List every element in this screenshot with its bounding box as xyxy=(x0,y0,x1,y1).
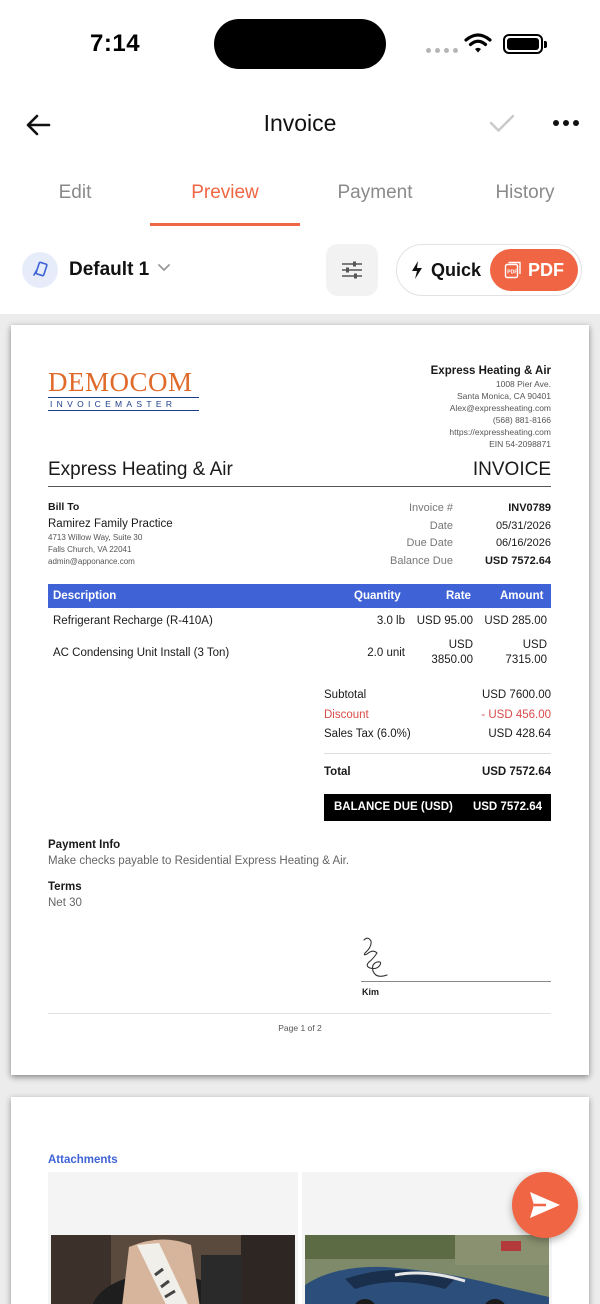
meta-label: Balance Due xyxy=(390,554,453,567)
settings-sliders-button[interactable] xyxy=(326,244,378,296)
item-amount: USD 285.00 xyxy=(484,615,547,627)
bill-to-title: Bill To xyxy=(48,501,80,513)
total-value: USD 7572.64 xyxy=(481,765,551,778)
company-website: https://expressheating.com xyxy=(449,427,551,437)
client-email: admin@apponance.com xyxy=(48,557,135,566)
status-time: 7:14 xyxy=(90,30,141,57)
discount-row xyxy=(324,709,551,729)
balance-due-amount: USD 7572.64 xyxy=(472,800,542,813)
totals-divider xyxy=(324,753,551,766)
balance-due-value: USD 7572.64 xyxy=(484,554,551,567)
quick-button[interactable] xyxy=(411,245,481,295)
battery-icon xyxy=(503,34,543,54)
cellular-signal-icon xyxy=(426,48,458,53)
status-bar xyxy=(0,0,600,88)
tab-preview[interactable]: Preview xyxy=(191,182,259,203)
item-quantity: 3.0 lb xyxy=(376,615,405,627)
item-description: Refrigerant Recharge (R-410A) xyxy=(53,615,213,627)
company-info xyxy=(431,365,551,450)
sliders-icon xyxy=(341,260,363,280)
tab-edit[interactable]: Edit xyxy=(58,182,92,203)
signature-line xyxy=(361,981,551,982)
send-button[interactable] xyxy=(512,1172,578,1238)
attachment-thumbnail[interactable] xyxy=(48,1172,298,1304)
page-title: Invoice xyxy=(263,110,337,136)
export-mode-toggle xyxy=(396,244,582,296)
meta-row-invoice-number xyxy=(371,502,551,520)
pdf-icon xyxy=(504,261,522,279)
tax-value: USD 428.64 xyxy=(488,728,551,740)
payment-info-title: Payment Info xyxy=(48,839,121,851)
meta-row-balance-due xyxy=(371,555,551,573)
discount-label: Discount xyxy=(324,708,369,721)
company-phone: (568) 881-8166 xyxy=(492,415,551,425)
client-address-2: Falls Church, VA 22041 xyxy=(48,545,132,554)
total-label: Total xyxy=(324,765,351,778)
balance-due-label: BALANCE DUE (USD) xyxy=(334,800,453,813)
due-date: 06/16/2026 xyxy=(495,537,551,549)
tax-row xyxy=(324,728,551,748)
discount-value: - USD 456.00 xyxy=(481,708,551,721)
company-email: Alex@expressheating.com xyxy=(449,403,551,413)
signature-image xyxy=(359,935,395,983)
total-row xyxy=(324,766,551,784)
meta-label: Invoice # xyxy=(408,502,453,514)
tax-label: Sales Tax (6.0%) xyxy=(324,728,411,740)
col-rate: Rate xyxy=(446,590,471,602)
subtotal-value: USD 7600.00 xyxy=(481,689,551,701)
payment-info-body: Make checks payable to Residential Express Heating & Air. xyxy=(48,855,350,867)
col-amount: Amount xyxy=(500,590,544,602)
wifi-icon xyxy=(464,32,492,54)
pdf-label: PDF xyxy=(528,259,564,280)
item-quantity: 2.0 unit xyxy=(367,647,405,659)
navigation-bar xyxy=(0,88,600,160)
item-amount-value: 7315.00 xyxy=(505,654,547,666)
template-selector[interactable]: Default 1 xyxy=(69,259,150,280)
item-rate-value: 3850.00 xyxy=(431,654,473,666)
meta-label: Date xyxy=(429,519,453,532)
subtotal-row xyxy=(324,689,551,709)
tab-history[interactable]: History xyxy=(495,182,555,203)
terms xyxy=(48,881,82,909)
attachment-photo-portrait xyxy=(51,1235,295,1304)
active-tab-indicator xyxy=(150,223,300,226)
send-icon xyxy=(528,1190,562,1220)
lightning-icon xyxy=(411,261,423,279)
signer-name: Kim xyxy=(362,987,380,997)
item-rate: USD 95.00 xyxy=(416,615,473,627)
totals-block xyxy=(324,689,551,821)
company-ein: EIN 54-2098871 xyxy=(489,439,551,449)
col-description: Description xyxy=(53,590,117,602)
invoice-header xyxy=(48,459,551,487)
pdf-button[interactable] xyxy=(490,249,578,291)
table-row xyxy=(48,639,551,673)
dynamic-island xyxy=(214,19,386,69)
invoice-page-2 xyxy=(11,1097,589,1304)
document-type: INVOICE xyxy=(472,459,551,480)
tab-payment[interactable]: Payment xyxy=(337,182,413,203)
attachment-photo-car xyxy=(305,1235,549,1304)
terms-title: Terms xyxy=(48,881,82,893)
svg-text:PDF: PDF xyxy=(507,269,518,276)
client-name: Ramirez Family Practice xyxy=(48,518,173,530)
company-logo xyxy=(48,368,199,411)
chevron-down-icon[interactable] xyxy=(157,263,171,273)
company-address-1: 1008 Pier Ave. xyxy=(495,379,551,389)
bill-to xyxy=(48,501,173,568)
item-amount-currency: USD xyxy=(522,639,547,651)
client-address-1: 4713 Willow Way, Suite 30 xyxy=(48,533,143,542)
preview-toolbar xyxy=(0,228,600,314)
invoice-number: INV0789 xyxy=(508,502,551,514)
items-table-header xyxy=(48,584,551,608)
col-quantity: Quantity xyxy=(354,590,401,602)
more-options-icon[interactable] xyxy=(553,120,579,126)
logo-sub-text: INVOICEMASTER xyxy=(48,397,199,411)
balance-due-bar xyxy=(324,794,551,821)
company-address-2: Santa Monica, CA 90401 xyxy=(456,391,551,401)
subtotal-label: Subtotal xyxy=(324,689,367,701)
logo-main-text: DEMOCOM xyxy=(48,367,193,397)
footer-divider xyxy=(48,1013,551,1014)
terms-body: Net 30 xyxy=(48,897,82,909)
item-description: AC Condensing Unit Install (3 Ton) xyxy=(53,647,230,659)
company-name: Express Heating & Air xyxy=(430,365,551,377)
item-rate-currency: USD xyxy=(448,639,473,651)
attachments-title: Attachments xyxy=(48,1154,118,1166)
table-row xyxy=(48,615,551,635)
template-icon[interactable] xyxy=(22,252,58,288)
invoice-meta xyxy=(371,502,551,572)
header-company-name: Express Heating & Air xyxy=(48,459,233,480)
quick-label: Quick xyxy=(431,259,482,280)
tab-bar xyxy=(0,160,600,228)
meta-label: Due Date xyxy=(406,537,453,549)
meta-row-date xyxy=(371,520,551,538)
meta-row-due-date xyxy=(371,537,551,555)
payment-info xyxy=(48,839,349,867)
invoice-date: 05/31/2026 xyxy=(495,519,551,532)
page-number: Page 1 of 2 xyxy=(278,1023,322,1033)
save-check-icon[interactable] xyxy=(487,108,517,138)
invoice-page-1 xyxy=(11,325,589,1075)
